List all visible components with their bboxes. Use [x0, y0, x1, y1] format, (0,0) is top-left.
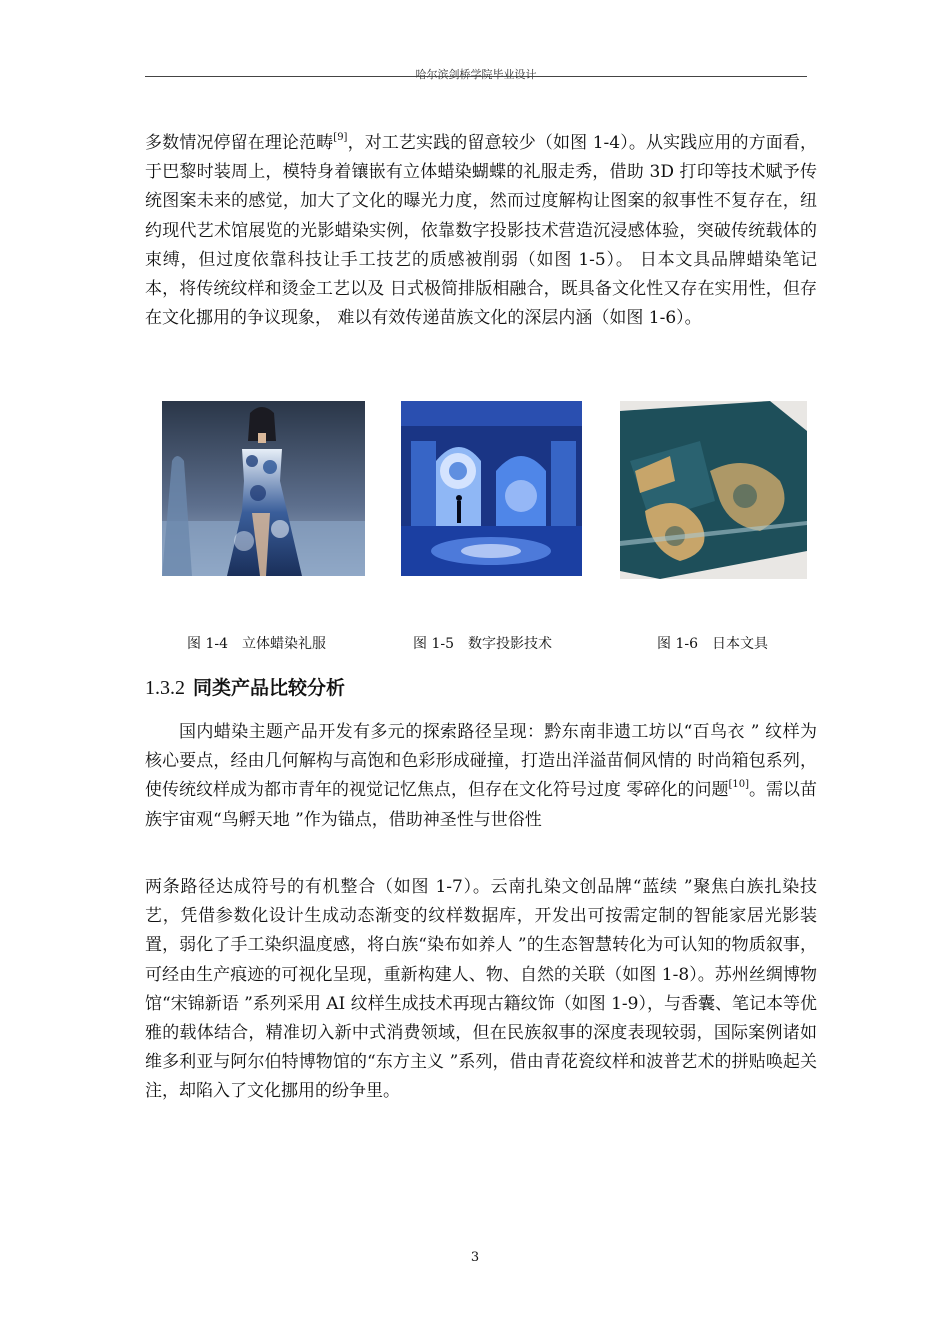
body-paragraph-3: 两条路径达成符号的有机整合（如图 1-7）。云南扎染文创品牌“蓝续 ”聚焦白族扎染技艺，凭借参数化设计生成动态渐变的纹样数据库，开发出可按需定制的智能家居光影装置，弱化了手工染织温度感，将白族“染布如养人 ”的生态智慧转化为可认知的物质叙事，可经由生产痕迹的可视化呈现，重新构建人、物、自然的关联（如图 1-8）。苏州丝绸博物馆“宋锦新语 ”系列采用 AI 纹样生成技术再现古籍纹饰（如图 1-9），与香囊、笔记本等优雅的载体结合，精准切入新中式消费领域，但在民族叙事的深度表现较弱，国际案例诸如维多利亚与阿尔伯特博物馆的“东方主义 ”系列，借由青花瓷纹样和波普艺术的拼贴唤起关注，却陷入了文化挪用的纷争里。 [145, 877, 817, 1102]
section-heading [145, 673, 345, 700]
paragraph-text: ，对工艺实践的留意较少（如图 1-4）。从实践应用的方面看，于巴黎时装周上，模特身着镶嵌有立体蜡染蝴蝶的礼服走秀，借助 3D 打印等技术赋予传统图案未来的感觉，加大了文化的曝光力度，然而过度解构让图案的叙事性不复存在，纽约现代艺术馆展览的光影蜡染实例，依靠数字投影技术营造沉浸感体验，突破传统载体的束缚，但过度依靠科技让手工技艺的质感被削弱（如图 1-5）。 日本文具品牌蜡染笔记本，将传统纹样和烫金工艺以及 日式极简排版相融合，既具备文化性又存在实用性，但存在文化挪用的争议现象， 难以有效传递苗族文化的深层内涵（如图 1-6）。 [145, 133, 818, 329]
section-title: 同类产品比较分析 [193, 677, 346, 699]
page-header: 哈尔滨剑桥学院毕业设计 [415, 68, 537, 81]
section-number: 1.3.2 [145, 677, 185, 699]
paragraph-text: 国内蜡染主题产品开发有多元的探索路径呈现：黔东南非遗工坊以“百鸟衣 ” 纹样为核心要点，经由几何解构与高饱和色彩形成碰撞，打造出洋溢苗侗风情的 时尚箱包系列，使传统纹样成为都市青年的视觉记忆焦点，但存在文化符号过度 零碎化的问题 [145, 722, 817, 801]
paragraph-text: 。需以苗族宇宙观“鸟孵天地 ”作为锚点，借助神圣性与世俗性 [145, 780, 818, 830]
body-paragraph-2 [145, 718, 817, 835]
header-rule [145, 76, 807, 77]
figure-japanese-stationery [620, 401, 807, 579]
citation: [9] [333, 132, 348, 143]
body-paragraph-1 [145, 129, 817, 333]
figure-caption: 图 1-4 立体蜡染礼服 [187, 636, 326, 652]
figure-digital-projection [401, 401, 582, 576]
citation: [10] [728, 779, 749, 791]
paragraph-text: 多数情况停留在理论范畴 [145, 133, 334, 153]
page-number: 3 [470, 1250, 480, 1265]
figure-caption: 图 1-5 数字投影技术 [413, 636, 552, 652]
figure-batik-gown [162, 401, 365, 576]
figure-caption: 图 1-6 日本文具 [657, 636, 768, 652]
